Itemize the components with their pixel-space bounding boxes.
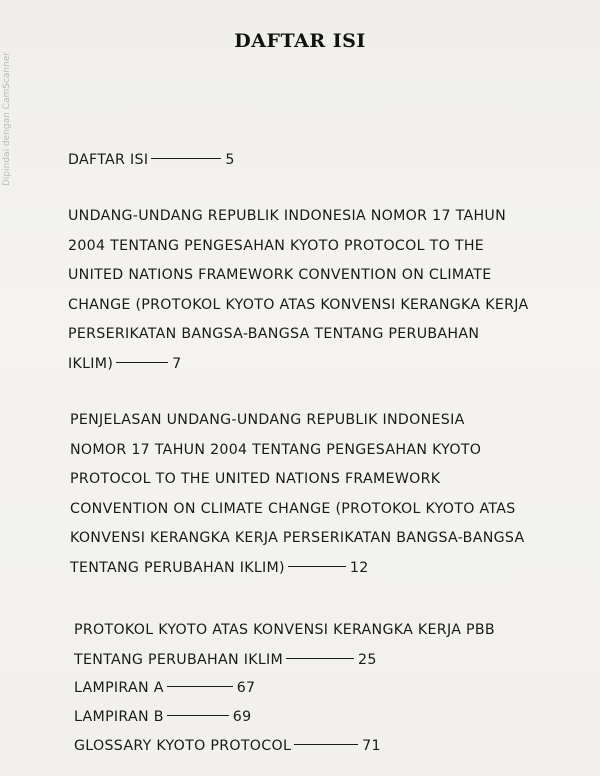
toc-page-number: 67 (236, 680, 256, 696)
toc-entry-line: TENTANG PERUBAHAN IKLIM 25 (74, 651, 377, 668)
toc-entry-daftar-isi[interactable] (68, 146, 235, 176)
toc-page-number: 69 (232, 709, 252, 725)
leader-line (294, 744, 358, 746)
toc-entry-line: NOMOR 17 TAHUN 2004 TENTANG PENGESAHAN KYOTO (70, 441, 482, 458)
toc-entry-line: DAFTAR ISI 5 (68, 152, 235, 168)
toc-entry-line: GLOSSARY KYOTO PROTOCOL 71 (74, 738, 381, 754)
toc-entry-undang-undang[interactable] (68, 202, 529, 379)
toc-entry-line: 2004 TENTANG PENGESAHAN KYOTO PROTOCOL TO THE (68, 237, 485, 254)
toc-page-number: 25 (358, 651, 377, 668)
leader-line (167, 715, 229, 717)
toc-entry-glossary[interactable] (74, 732, 381, 762)
toc-page-number: 71 (362, 738, 381, 754)
toc-entry-line: UNDANG-UNDANG REPUBLIK INDONESIA NOMOR 17 TAHUN (68, 208, 507, 224)
toc-entry-penjelasan[interactable] (70, 406, 524, 583)
toc-entry-line: UNITED NATIONS FRAMEWORK CONVENTION ON CLIMATE (68, 267, 492, 283)
toc-entry-line: PERSERIKATAN BANGSA-BANGSA TENTANG PERUBAHAN (68, 326, 480, 342)
toc-entry-protokol-kyoto[interactable] (74, 616, 495, 675)
page-title: DAFTAR ISI (234, 30, 366, 52)
toc-entry-lampiran-a[interactable] (74, 674, 255, 704)
toc-page-number: 7 (172, 355, 182, 372)
toc-entry-line: PROTOKOL KYOTO ATAS KONVENSI KERANGKA KERJA PBB (74, 622, 495, 638)
scanner-watermark: Dipindai dengan CamScanner (2, 51, 12, 186)
toc-entry-line: CONVENTION ON CLIMATE CHANGE (PROTOKOL KYOTO ATAS (70, 500, 516, 517)
toc-entry-line: LAMPIRAN A 67 (74, 680, 256, 696)
toc-entry-line: IKLIM) 7 (68, 355, 182, 372)
toc-entry-lampiran-b[interactable] (74, 703, 251, 733)
toc-entry-line: KONVENSI KERANGKA KERJA PERSERIKATAN BANGSA-BANGSA (70, 530, 525, 546)
toc-page-number: 5 (225, 152, 235, 168)
toc-entry-line: PENJELASAN UNDANG-UNDANG REPUBLIK INDONESIA (70, 412, 465, 428)
leader-line (286, 658, 354, 660)
toc-entry-line: CHANGE (PROTOKOL KYOTO ATAS KONVENSI KERANGKA KERJA (68, 296, 529, 313)
toc-entry-line: PROTOCOL TO THE UNITED NATIONS FRAMEWORK (70, 471, 441, 487)
toc-entry-line: TENTANG PERUBAHAN IKLIM) 12 (70, 559, 369, 576)
leader-line (288, 566, 346, 568)
leader-line (116, 362, 168, 364)
toc-entry-line: LAMPIRAN B 69 (74, 709, 252, 725)
toc-page-number: 12 (349, 559, 369, 576)
leader-line (167, 686, 233, 688)
leader-line (151, 158, 221, 160)
